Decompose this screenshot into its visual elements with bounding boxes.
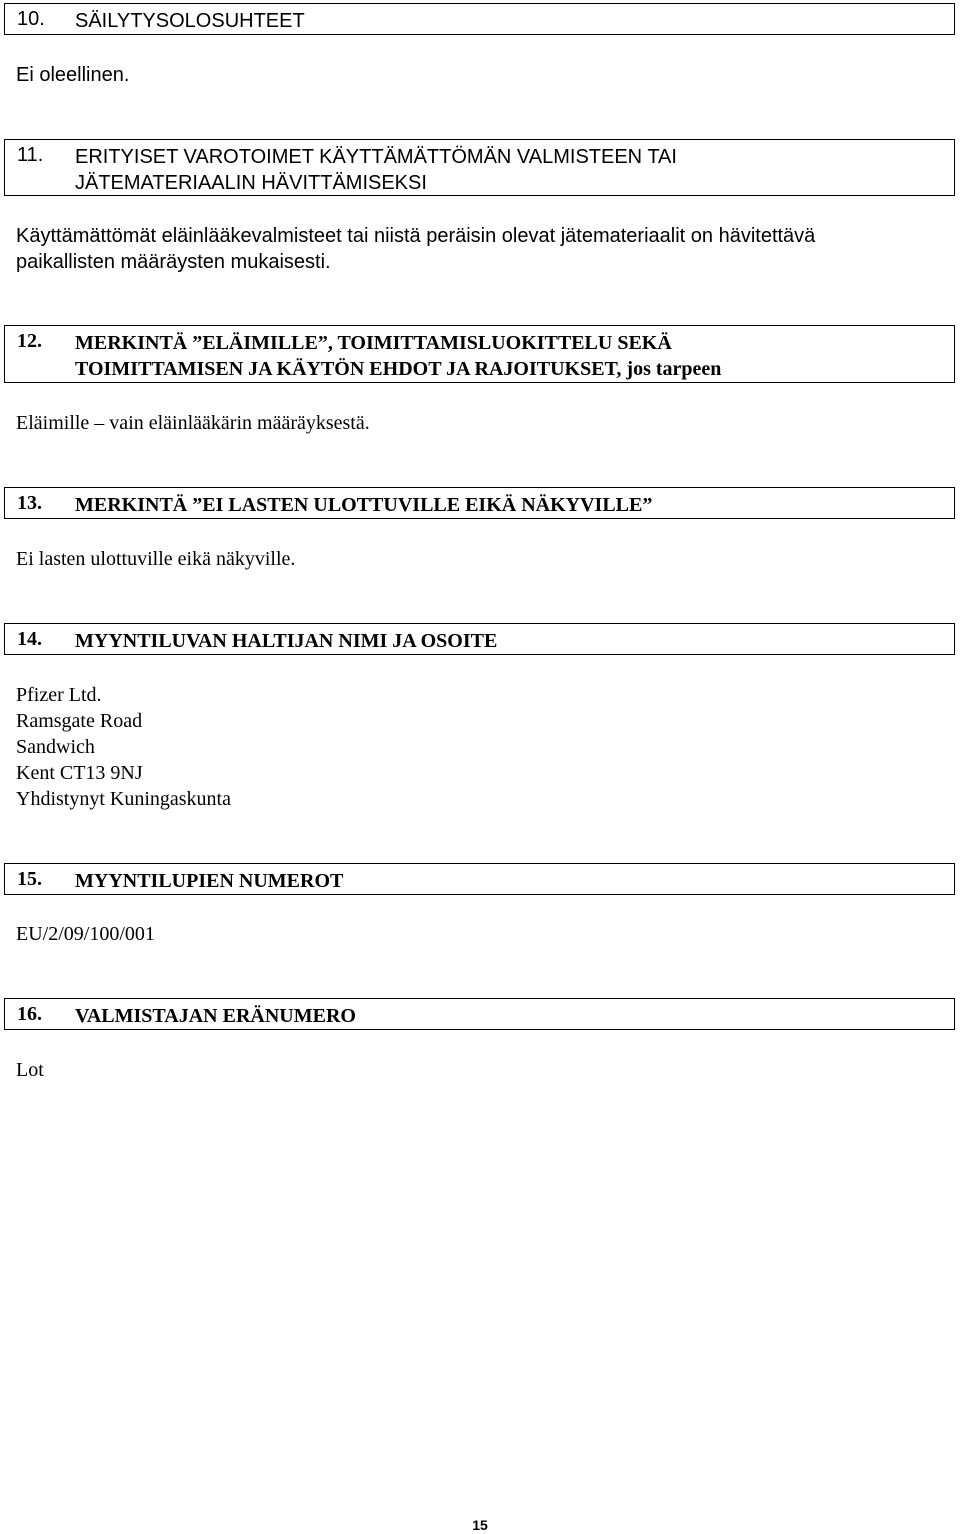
section-11-header: [4, 139, 955, 196]
section-11-text-line-2: paikallisten määräysten mukaisesti.: [16, 251, 331, 273]
section-10-header: [4, 3, 955, 35]
section-number: 11.: [17, 144, 44, 166]
section-16-header: [4, 998, 955, 1030]
section-number: 10.: [17, 8, 45, 30]
batch-number-label: Lot: [16, 1059, 44, 1081]
section-title: MYYNTILUPIEN NUMEROT: [75, 870, 344, 892]
section-12-text: Eläimille – vain eläinlääkärin määräyksestä.: [16, 412, 370, 434]
section-13-text: Ei lasten ulottuville eikä näkyville.: [16, 548, 296, 570]
section-title: VALMISTAJAN ERÄNUMERO: [75, 1005, 356, 1027]
section-number: 12.: [17, 330, 42, 352]
page-number: 15: [472, 1517, 488, 1533]
section-title-line-1: MERKINTÄ ”ELÄIMILLE”, TOIMITTAMISLUOKITTELU SEKÄ: [75, 332, 672, 354]
authorisation-number: EU/2/09/100/001: [16, 923, 155, 945]
section-number: 15.: [17, 868, 42, 890]
holder-name: Pfizer Ltd.: [16, 684, 102, 706]
section-title: MYYNTILUVAN HALTIJAN NIMI JA OSOITE: [75, 630, 498, 652]
holder-street: Ramsgate Road: [16, 710, 143, 732]
section-title-line-1: ERITYISET VAROTOIMET KÄYTTÄMÄTTÖMÄN VALMISTEEN TAI: [75, 146, 677, 168]
section-title-line-2: TOIMITTAMISEN JA KÄYTÖN EHDOT JA RAJOITUKSET, jos tarpeen: [75, 358, 722, 380]
section-title: MERKINTÄ ”EI LASTEN ULOTTUVILLE EIKÄ NÄKYVILLE”: [75, 494, 653, 516]
section-11-text-line-1: Käyttämättömät eläinlääkevalmisteet tai niistä peräisin olevat jätemateriaalit on hävitettävä: [16, 225, 816, 247]
holder-country: Yhdistynyt Kuningaskunta: [16, 788, 231, 810]
holder-postcode: Kent CT13 9NJ: [16, 762, 143, 784]
section-12-header: [4, 325, 955, 383]
section-number: 13.: [17, 492, 42, 514]
section-14-header: [4, 623, 955, 655]
section-number: 14.: [17, 628, 42, 650]
holder-town: Sandwich: [16, 736, 95, 758]
section-title-line-2: JÄTEMATERIAALIN HÄVITTÄMISEKSI: [75, 172, 427, 194]
section-10-text: Ei oleellinen.: [16, 64, 130, 86]
section-13-header: [4, 487, 955, 519]
section-title: SÄILYTYSOLOSUHTEET: [75, 10, 305, 32]
section-number: 16.: [17, 1003, 42, 1025]
section-15-header: [4, 863, 955, 895]
